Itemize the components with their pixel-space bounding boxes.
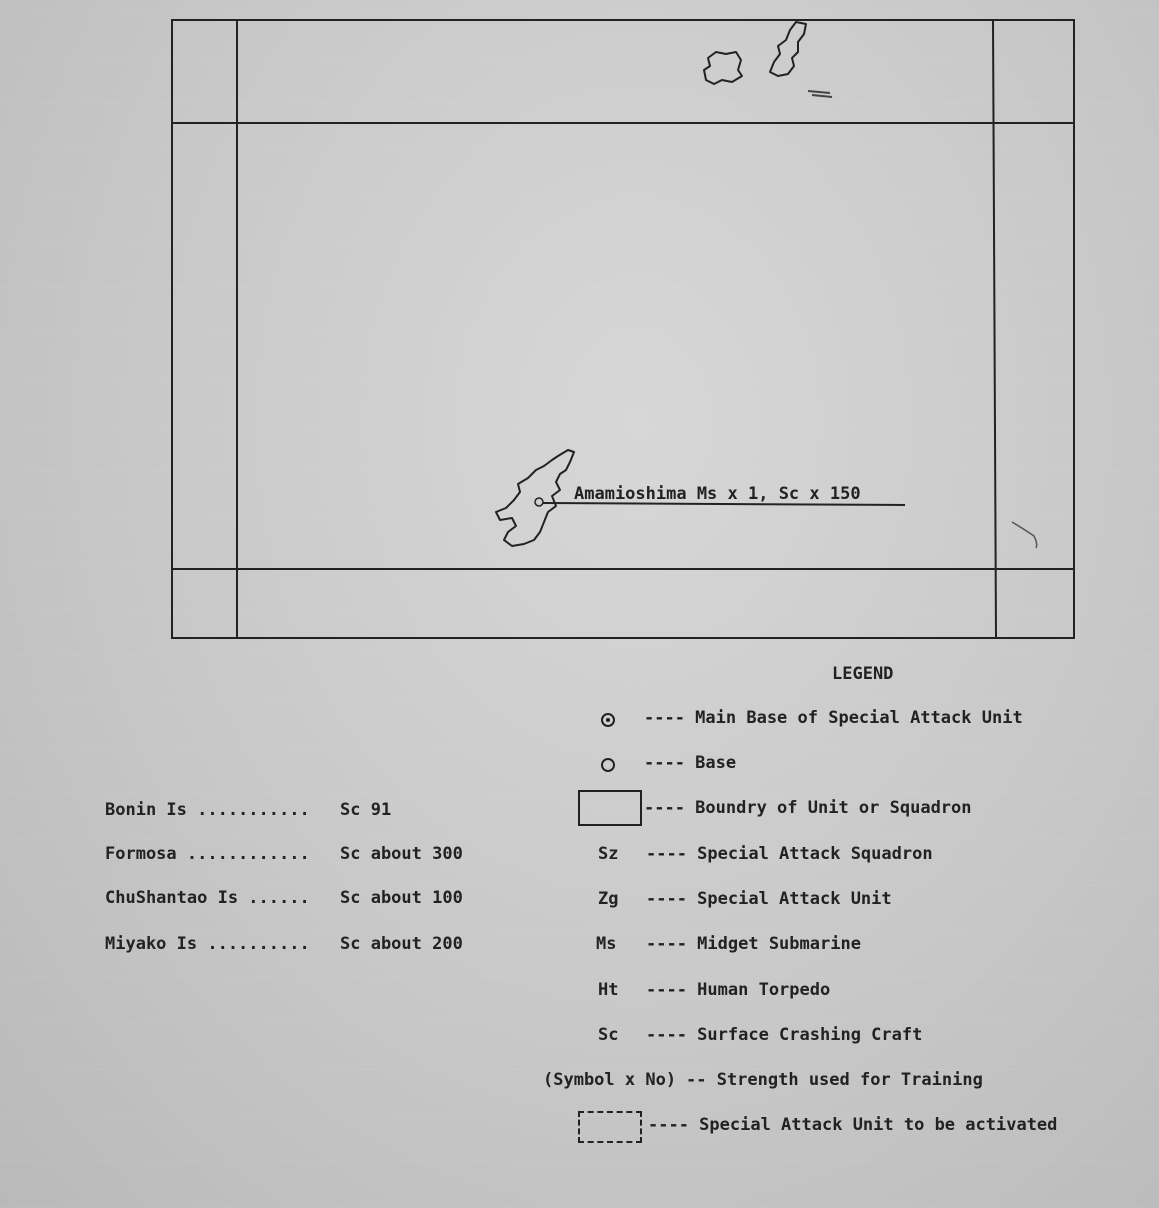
island-amamioshima (496, 450, 574, 546)
map-outer-border (172, 20, 1074, 638)
legend-symbol: Sc (598, 1025, 619, 1045)
legend-text: ---- Midget Submarine (646, 934, 861, 954)
amamioshima-label: Amamioshima Ms x 1, Sc x 150 (574, 484, 861, 504)
island-north-long (770, 22, 806, 76)
pencil-mark (1012, 522, 1037, 548)
legend-text: ---- Human Torpedo (646, 980, 831, 1000)
strength-value: Sc 91 (340, 800, 392, 820)
legend-text: ---- Special Attack Unit (646, 889, 892, 909)
strength-value: Sc about 100 (340, 888, 463, 908)
legend-text: ---- Special Attack Squadron (646, 844, 933, 864)
base-circle-icon (601, 758, 615, 772)
legend-text: ---- Main Base of Special Attack Unit (644, 708, 1023, 728)
legend-symbol: (Symbol x No) (543, 1070, 677, 1090)
debris-mark (808, 91, 832, 97)
main-base-icon (601, 713, 615, 727)
legend-text: ---- Boundry of Unit or Squadron (644, 798, 972, 818)
strength-location: Formosa ............ (105, 844, 310, 864)
legend-text: -- Strength used for Training (686, 1070, 983, 1090)
legend-symbol: Sz (598, 844, 619, 864)
map-grid-line-right (993, 20, 996, 638)
strength-value: Sc about 200 (340, 934, 463, 954)
amamioshima-base-marker (535, 498, 543, 506)
strength-location: Miyako Is .......... (105, 934, 310, 954)
island-north-small (704, 52, 742, 84)
boundary-box-icon (578, 790, 642, 826)
legend-symbol: Ms (596, 934, 617, 954)
strength-location: Bonin Is ........... (105, 800, 310, 820)
legend-text: ---- Surface Crashing Craft (646, 1025, 923, 1045)
legend-title: LEGEND (832, 664, 894, 684)
strength-location: ChuShantao Is ...... (105, 888, 310, 908)
strength-value: Sc about 300 (340, 844, 463, 864)
dashed-box-icon (578, 1111, 642, 1143)
legend-symbol: Ht (598, 980, 619, 1000)
legend-text: ---- Special Attack Unit to be activated (648, 1115, 1058, 1135)
legend-text: ---- Base (644, 753, 737, 773)
legend-symbol: Zg (598, 889, 619, 909)
